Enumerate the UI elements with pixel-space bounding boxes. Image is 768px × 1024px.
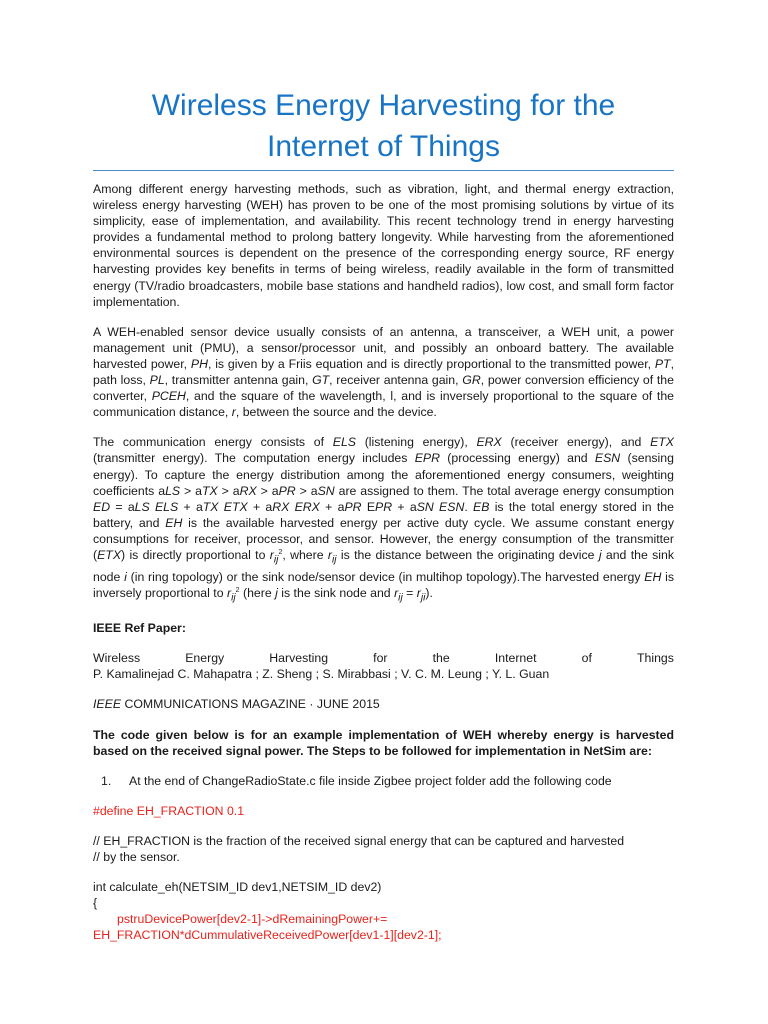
title-line-2: Internet of Things — [267, 130, 500, 163]
step-1 — [93, 773, 674, 789]
code-intro: The code given below is for an example implementation of WEH whereby energy is harvested based on the received signal power. The Steps to be followed for implementation in NetSim are: — [93, 727, 674, 758]
code-line-2: EH_FRACTION*dCummulativeReceivedPower[dev1-1][dev2-1]; — [93, 928, 442, 943]
document-body — [93, 181, 674, 943]
code-define: #define EH_FRACTION 0.1 — [93, 803, 245, 818]
ref-heading: IEEE Ref Paper: — [93, 621, 186, 636]
title-line-1: Wireless Energy Harvesting for the — [151, 89, 616, 122]
document-title — [93, 85, 674, 167]
paragraph-weh-device: A WEH-enabled sensor device usually consists of an antenna, a transceiver, a WEH unit, a power management unit (PMU), a sensor/processor unit, and possibly an onboard battery. The available harvested power, PH, is given by a Friis equation and is directly proportional to the transmitted power, PT, path loss, PL, transmitter antenna gain, GT, receiver antenna gain, GR, power conversion efficiency of the converter, PCEH, and the square of the wavelength, l, and is inversely proportional to the square of the communication distance, r, between the source and the device. — [93, 324, 674, 420]
code-function-signature: int calculate_eh(NETSIM_ID dev1,NETSIM_ID dev2) — [93, 880, 382, 895]
code-line-1: pstruDevicePower[dev2-1]->dRemainingPower+= — [117, 912, 388, 927]
code-comment-2: // by the sensor. — [93, 850, 180, 864]
ref-journal: IEEE COMMUNICATIONS MAGAZINE · JUNE 2015 — [93, 697, 380, 712]
code-comment-1: // EH_FRACTION is the fraction of the received signal energy that can be captured and harvested — [93, 833, 625, 848]
title-divider — [93, 170, 674, 171]
ref-title: Wireless Energy Harvesting for the Internet of Things — [93, 651, 674, 666]
step-text: At the end of ChangeRadioState.c file inside Zigbee project folder add the following code — [129, 773, 612, 788]
code-brace-open: { — [93, 896, 98, 911]
paragraph-intro: Among different energy harvesting methods, such as vibration, light, and thermal energy extraction, wireless energy harvesting (WEH) has proven to be one of the most promising solutions by virtue of its simplicity, ease of implementation, and availability. This recent technology trend in energy harvesting provides a fundamental method to prolong battery longevity. While harvesting from the aforementioned environmental sources is dependent on the presence of the corresponding energy source, RF energy harvesting provides key benefits in terms of being wireless, readily available in the form of transmitted energy (TV/radio broadcasters, mobile base stations and handheld radios), low cost, and small form factor implementation. — [93, 182, 674, 309]
step-number: 1. — [101, 773, 112, 788]
paragraph-energy-consumption: The communication energy consists of ELS (listening energy), ERX (receiver energy), and ETX (transmitter energy). The computation energy includes EPR (processing energy) and ESN (sensing energy). To capture the energy distribution among the aforementioned energy consumers, weighting coefficients aLS > aTX > aRX > aPR > aSN are assigned to them. The total average energy consumption ED = aLS ELS + aTX ETX + aRX ERX + aPR EPR + aSN ESN. EB is the total energy stored in the battery, and EH is the available harvested energy per active duty cycle. We assume constant energy consumptions for receiver, processor, and sensor. However, the energy consumption of the transmitter (ETX) is directly proportional to $r_{ij}^2$, where $r_{ij}$ is the distance between the originating device j and the sink node i (in ring topology) or the sink node/sensor device (in multihop topology).The harvested energy EH is inversely proportional to $r_{ij}^2$ (here j is the sink node and $r_{ij} = r_{ji}$). — [93, 435, 675, 604]
ref-authors: P. Kamalinejad C. Mahapatra ; Z. Sheng ; S. Mirabbasi ; V. C. M. Leung ; Y. L. Guan — [93, 667, 550, 682]
